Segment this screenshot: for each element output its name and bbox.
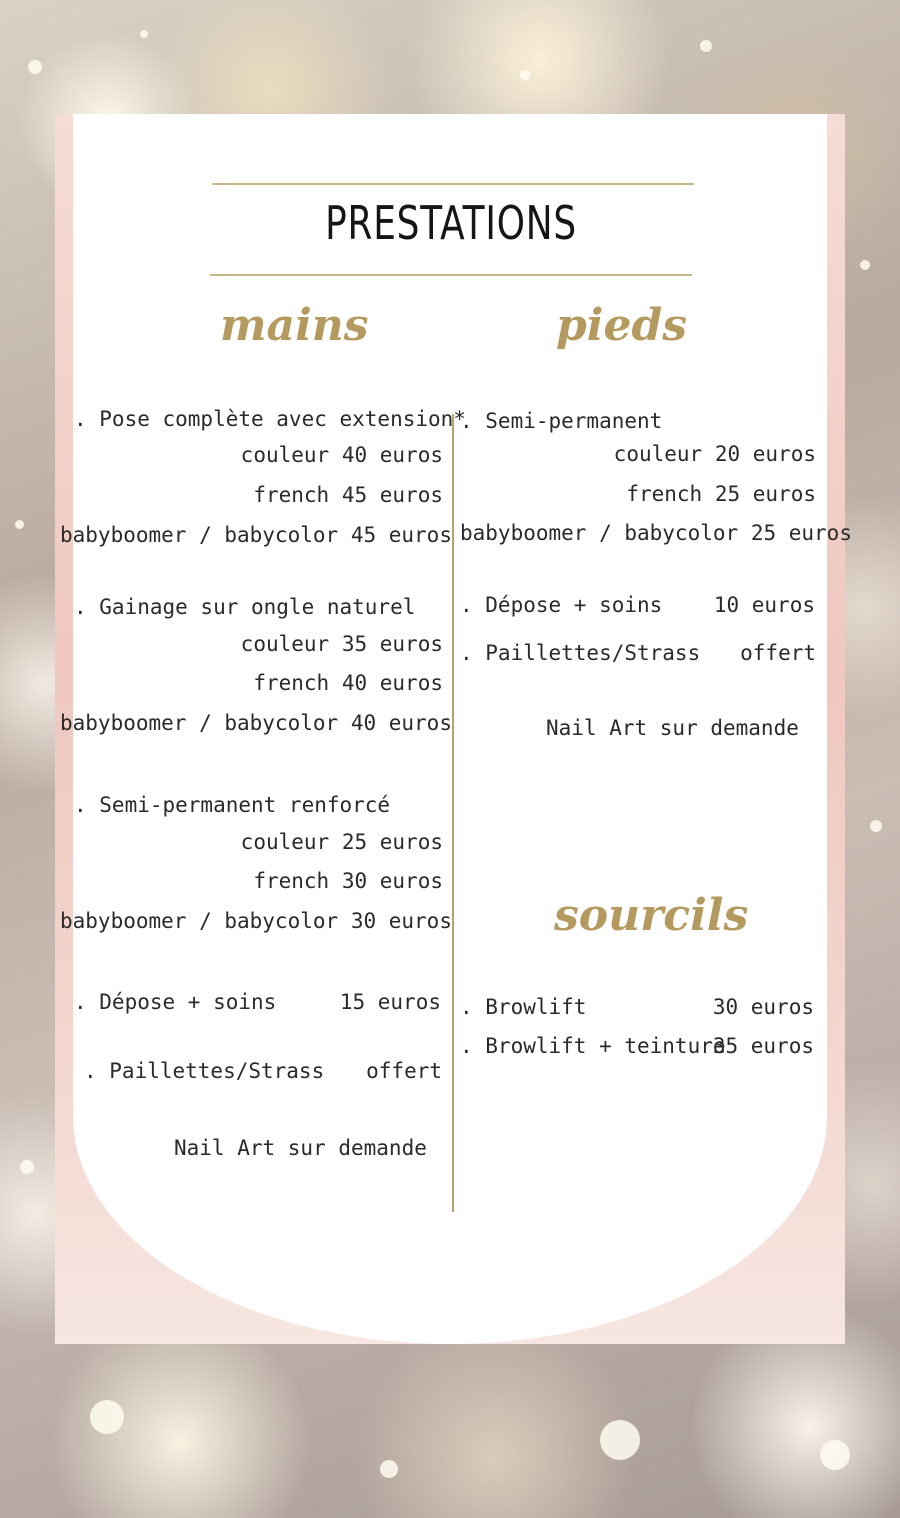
- price-value: 45 euros: [350, 523, 452, 547]
- nail-art-note: Nail Art sur demande: [174, 1136, 427, 1160]
- title-rule-bottom: [210, 274, 692, 276]
- option-label: french: [626, 482, 703, 506]
- bokeh-light: [860, 260, 870, 270]
- sourcils-item-price: 30 euros: [712, 995, 814, 1019]
- option-label: babyboomer / babycolor: [460, 521, 739, 545]
- sourcils-item-label: . Browlift + teinture: [460, 1034, 726, 1058]
- price-line: [60, 631, 443, 657]
- bokeh-light: [870, 820, 882, 832]
- price-line: [460, 520, 852, 546]
- paillettes-price: offert: [740, 641, 816, 665]
- sourcils-item-label: . Browlift: [460, 995, 587, 1019]
- option-label: couleur: [613, 442, 703, 466]
- sourcils-heading: sourcils: [554, 890, 749, 941]
- option-label: babyboomer / babycolor: [60, 909, 339, 933]
- option-label: couleur: [240, 830, 330, 854]
- price-value: 25 euros: [714, 482, 816, 506]
- price-value: 35 euros: [341, 632, 443, 656]
- price-value: 45 euros: [341, 483, 443, 507]
- nail-art-note: Nail Art sur demande: [546, 716, 799, 740]
- price-line: [60, 442, 443, 468]
- bokeh-light: [140, 30, 148, 38]
- price-value: 30 euros: [341, 869, 443, 893]
- service-name: . Pose complète avec extension*: [74, 407, 466, 431]
- paillettes-label: . Paillettes/Strass: [460, 641, 701, 665]
- price-value: 30 euros: [350, 909, 452, 933]
- depose-label: . Dépose + soins: [460, 593, 663, 617]
- service-name: . Gainage sur ongle naturel: [74, 595, 416, 619]
- price-line: [60, 670, 443, 696]
- price-line: [60, 829, 443, 855]
- paillettes-label: . Paillettes/Strass: [84, 1059, 325, 1083]
- option-label: couleur: [240, 632, 330, 656]
- bokeh-light: [28, 60, 42, 74]
- price-line: [60, 710, 452, 736]
- price-line: [60, 522, 452, 548]
- depose-price: 15 euros: [339, 990, 441, 1014]
- depose-label: . Dépose + soins: [74, 990, 277, 1014]
- option-label: french: [253, 869, 330, 893]
- bokeh-light: [700, 40, 712, 52]
- price-line: [460, 441, 816, 467]
- price-value: 25 euros: [341, 830, 443, 854]
- price-value: 40 euros: [341, 671, 443, 695]
- price-value: 40 euros: [341, 443, 443, 467]
- mains-heading: mains: [220, 300, 369, 351]
- price-line: [60, 908, 452, 934]
- option-label: french: [253, 483, 330, 507]
- price-line: [60, 868, 443, 894]
- price-value: 40 euros: [350, 711, 452, 735]
- price-line: [60, 482, 443, 508]
- option-label: couleur: [240, 443, 330, 467]
- bokeh-light: [600, 1420, 640, 1460]
- sourcils-item-price: 35 euros: [712, 1034, 814, 1058]
- page-title: PRESTATIONS: [325, 196, 577, 250]
- title-rule-top: [212, 183, 694, 185]
- bokeh-light: [20, 1160, 34, 1174]
- pieds-heading: pieds: [556, 300, 688, 351]
- bokeh-light: [520, 70, 530, 80]
- price-value: 20 euros: [714, 442, 816, 466]
- option-label: babyboomer / babycolor: [60, 523, 339, 547]
- bokeh-light: [820, 1440, 850, 1470]
- bokeh-light: [15, 520, 24, 529]
- option-label: french: [253, 671, 330, 695]
- price-line: [460, 481, 816, 507]
- price-value: 25 euros: [750, 521, 852, 545]
- column-divider: [452, 414, 454, 1212]
- service-name: . Semi-permanent: [460, 409, 663, 433]
- bokeh-light: [90, 1400, 124, 1434]
- service-name: . Semi-permanent renforcé: [74, 793, 391, 817]
- bokeh-light: [380, 1460, 398, 1478]
- depose-price: 10 euros: [713, 593, 815, 617]
- paillettes-price: offert: [366, 1059, 442, 1083]
- option-label: babyboomer / babycolor: [60, 711, 339, 735]
